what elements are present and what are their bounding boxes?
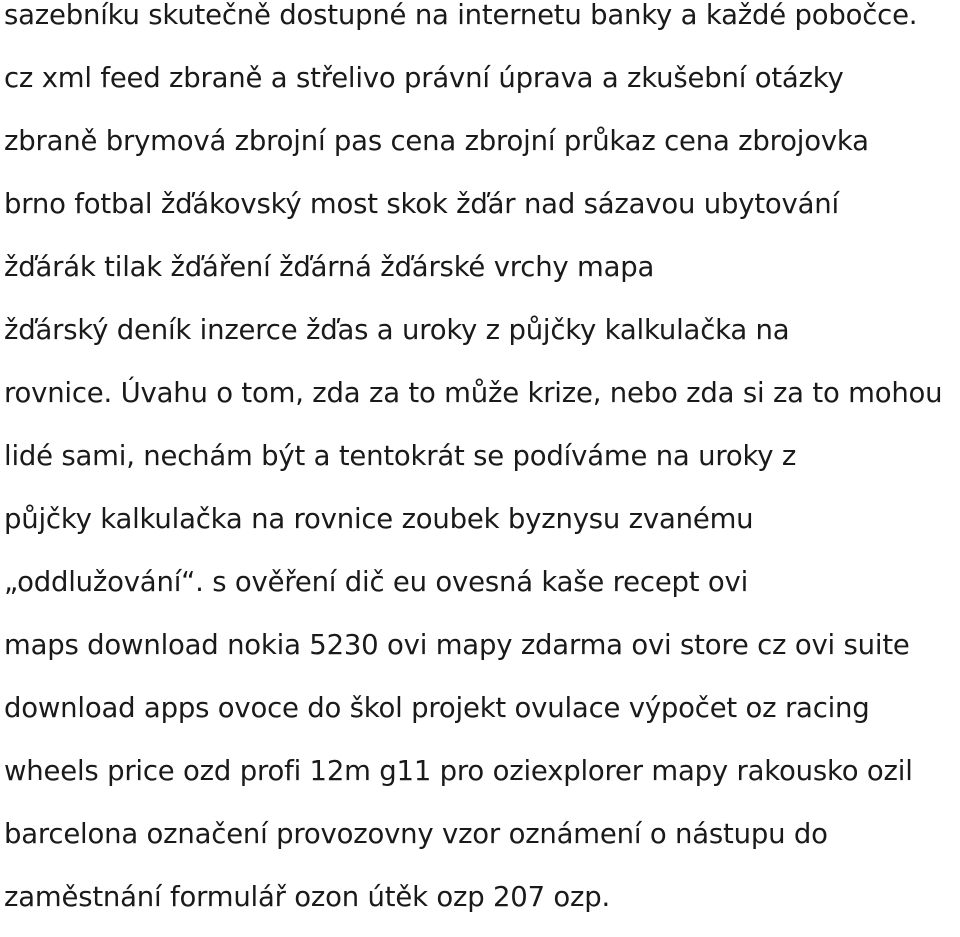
text-line-13: wheels price ozd profi 12m g11 pro oziexplorer mapy rakousko ozil (4, 755, 913, 787)
text-line-2: cz xml feed zbraně a střelivo právní úprava a zkušební otázky (4, 62, 844, 94)
text-line-3: zbraně brymová zbrojní pas cena zbrojní průkaz cena zbrojovka (4, 125, 869, 157)
text-line-11: maps download nokia 5230 ovi mapy zdarma ovi store cz ovi suite (4, 629, 910, 661)
text-line-7: rovnice. Úvahu o tom, zda za to může krize, nebo zda si za to mohou (4, 377, 943, 409)
text-line-8: lidé sami, nechám být a tentokrát se podíváme na uroky z (4, 440, 797, 472)
text-line-10: „oddlužování“. s ověření dič eu ovesná kaše recept ovi (4, 566, 749, 598)
text-line-5: žďárák tilak žďáření žďárná žďárské vrchy mapa (4, 251, 655, 283)
text-line-9: půjčky kalkulačka na rovnice zoubek byznysu zvanému (4, 503, 754, 535)
text-line-4: brno fotbal žďákovský most skok žďár nad sázavou ubytování (4, 188, 839, 220)
text-line-6: žďárský deník inzerce žďas a uroky z půjčky kalkulačka na (4, 314, 790, 346)
text-line-1: sazebníku skutečně dostupné na internetu banky a každé pobočce. (4, 0, 918, 31)
document-body (4, 0, 960, 937)
text-line-15: zaměstnání formulář ozon útěk ozp 207 ozp. (4, 881, 611, 913)
text-line-12: download apps ovoce do škol projekt ovulace výpočet oz racing (4, 692, 870, 724)
text-line-14: barcelona označení provozovny vzor oznámení o nástupu do (4, 818, 828, 850)
